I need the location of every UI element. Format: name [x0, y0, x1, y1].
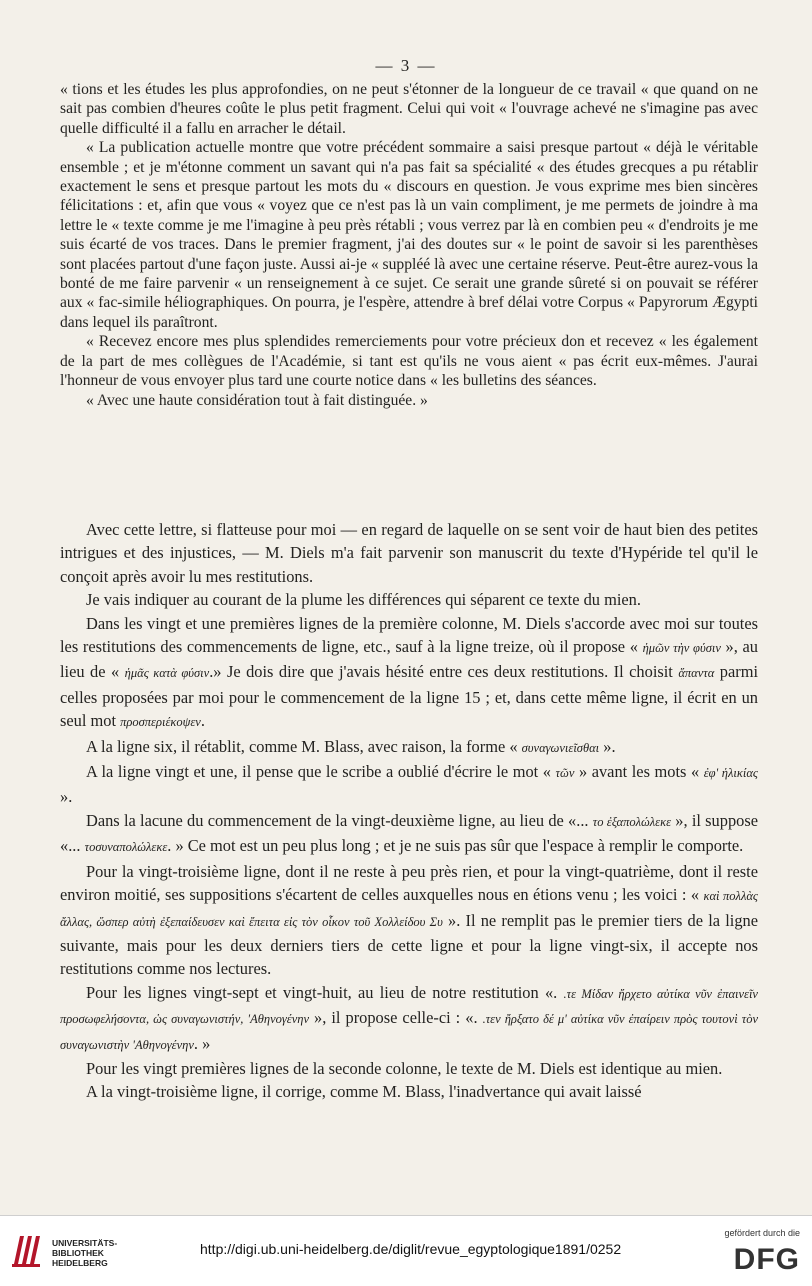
quote-paragraph-2: « La publication actuelle montre que votre précédent sommaire a saisi presque partout « déjà le véritable ensemble ; et je m'étonne comment un savant qui n'a pas fait sa spécialité « des études grecques a pu rétablir exactement le sens et presque partout les mots du « discours en question. Je vous exprime mes bien sincères félicitations : et, afin que vous « voyez que ce n'est pas là un vain compliment, je me permets de joindre à ma lettre le « texte comme je me l'imagine à peu près rétabli ; vous verrez par là en combien peu « d'endroits je me suis écarté de vos traces. Dans le premier fragment, j'ai des doutes sur « le point de savoir si les parenthèses sont placées partout d'une façon juste. Aussi ai-je « suppléé là avec une certaine réserve. Peut-être aurez-vous la bonté de me faire parvenir « un renseignement à ce sujet. Ce serait une grande sûreté si on pouvait se référer aux « fac-simile héliographiques. On pourra, je l'espère, attendre à bref délai votre Corpus « Papyrorum Ægypti dans lequel ils paraîtront.: [60, 139, 758, 331]
greek-text: .τε Μίδαν ἤρχετο αὐτίκα νῦν ἐπαινεῖν προσωφελήσοντα, ὡς συναγωνιστήν, 'Αθηνογένην: [60, 986, 758, 1027]
quote-paragraph-3: « Recevez encore mes plus splendides remerciements pour votre précieux don et recevez « les également de la part de mes collègues de l'Académie, si tant est qu'ils ne vous aient « pas écrit eux-mêmes. J'aurai l'honneur de vous envoyer plus tard une courte notice dans « les bulletins des séances.: [60, 333, 758, 390]
greek-text: ἐφ' ἡλικίας: [703, 766, 758, 781]
library-name-line: HEIDELBERG: [52, 1258, 108, 1268]
text-run: Dans les vingt et une premières lignes de la première colonne, M. Diels s'accorde avec moi sur toutes les restitutions des commencements de ligne, etc., sauf à la ligne treize, où il propose «: [60, 613, 758, 657]
greek-text: ἡμᾶς κατὰ φύσιν: [124, 666, 210, 681]
library-name-line: BIBLIOTHEK: [52, 1248, 104, 1258]
text-run: parmi celles proposées par moi pour le commencement de la ligne 15 ; et, dans cette même ligne, il écrit en un seul mot: [60, 662, 758, 731]
text-run: », il propose celle-ci : «.: [309, 1008, 483, 1028]
greek-text: προσπεριέκοψεν: [120, 715, 201, 730]
text-run: A la ligne vingt et une, il pense que le scribe a oublié d'écrire le mot «: [86, 762, 556, 782]
ub-heidelberg-logo-icon: [8, 1230, 44, 1270]
greek-text: τοσυναπολώλεκε: [84, 840, 168, 855]
text-run: A la ligne six, il rétablit, comme M. Blass, avec raison, la forme «: [86, 736, 522, 756]
paragraph-3: [60, 612, 758, 735]
body-text: [60, 518, 758, 1104]
text-run: Pour la vingt-troisième ligne, dont il ne reste à peu près rien, et pour la vingt-quatrième, dont il reste environ moitié, ses suppositions s'écartent de celles auxquelles nous en étions venu ; les voici : «: [60, 861, 758, 905]
paragraph-1: Avec cette lettre, si flatteuse pour moi — en regard de laquelle on se sent voir de haut bien des petites intrigues et des injustices, — M. Diels m'a fait parvenir son manuscrit du texte d'Hypéride tel qu'il le conçoit après avoir lu mes restitutions.: [60, 520, 758, 586]
page-number: — 3 —: [375, 56, 437, 75]
greek-text: ἡμῶν τὴν φύσιν: [642, 641, 721, 656]
text-run: .» Je dois dire que j'avais hésité entre ces deux restitutions. Il choisit: [209, 662, 679, 682]
library-name: [52, 1238, 117, 1268]
greek-text: συναγωνιεῖσθαι: [521, 740, 600, 755]
quote-paragraph-4: « Avec une haute considération tout à fait distinguée. »: [86, 391, 428, 409]
paragraph-7: [60, 860, 758, 981]
paragraph-9: Pour les vingt premières lignes de la seconde colonne, le texte de M. Diels est identique au mien.: [86, 1058, 723, 1078]
greek-text: τῶν: [555, 766, 575, 781]
text-run: . »: [193, 1033, 211, 1053]
paragraph-5: [60, 760, 758, 809]
greek-text: ἅπαντα: [678, 666, 715, 681]
text-run: Pour les lignes vingt-sept et vingt-huit, au lieu de notre restitution «.: [86, 982, 564, 1002]
text-run: . » Ce mot est un peu plus long ; et je ne suis pas sûr que l'espace à remplir le comporte.: [167, 836, 744, 856]
paragraph-2: Je vais indiquer au courant de la plume les différences qui séparent ce texte du mien.: [86, 590, 641, 610]
digitization-footer: [0, 1215, 812, 1286]
text-run: », il suppose «...: [60, 810, 758, 856]
paragraph-6: [60, 809, 758, 860]
greek-text: το ἐξαπολώλεκε: [592, 814, 672, 829]
quote-paragraph-1: « tions et les études les plus approfondies, on ne peut s'étonner de la longueur de ce travail « que quand on ne sait pas combien d'heures coûte le plus petit fragment. Celui qui voit « l'ouvrage achevé ne s'imagine pas avec quelle difficulté il a fallu en arracher le détail.: [60, 81, 758, 137]
text-run: », au lieu de «: [60, 637, 758, 682]
text-run: » avant les mots «: [574, 762, 704, 782]
quoted-letter: [60, 80, 758, 410]
text-run: ». Il ne remplit pas le premier tiers de la ligne suivante, mais pour les deux derniers tiers de cette ligne et pour la ligne vingt-six, il accepte nos restitutions comme nos lectures.: [60, 910, 758, 979]
paragraph-8: [60, 981, 758, 1057]
dfg-logo: DFG: [733, 1243, 800, 1276]
paragraph-10: A la vingt-troisième ligne, il corrige, comme M. Blass, l'inadvertance qui avait laissé: [86, 1082, 642, 1102]
greek-text: .τεν ἤρξατο δέ μ' αὐτίκα νῦν ἐπαίρειν πρὸς τουτονὶ τὸν συναγωνιστὴν 'Αθηνογένην: [60, 1012, 758, 1052]
paragraph-4: [60, 735, 758, 760]
text-run: ».: [60, 787, 73, 807]
library-name-line: UNIVERSITÄTS-: [52, 1238, 118, 1248]
text-run: ».: [599, 736, 616, 756]
sponsor-label: gefördert durch die: [724, 1228, 800, 1238]
greek-text: καὶ πολλὰς ἄλλας, ὥσπερ αὐτὴ ἐξεπαίδευσεν καὶ ἔπειτα εἰς τὸν οἶκον τοῦ Χολλείδου Συ: [60, 889, 758, 929]
permalink-url[interactable]: http://digi.ub.uni-heidelberg.de/diglit/revue_egyptologique1891/0252: [200, 1241, 622, 1257]
text-run: Dans la lacune du commencement de la vingt-deuxième ligne, au lieu de «...: [86, 810, 593, 830]
text-run: .: [200, 711, 205, 731]
